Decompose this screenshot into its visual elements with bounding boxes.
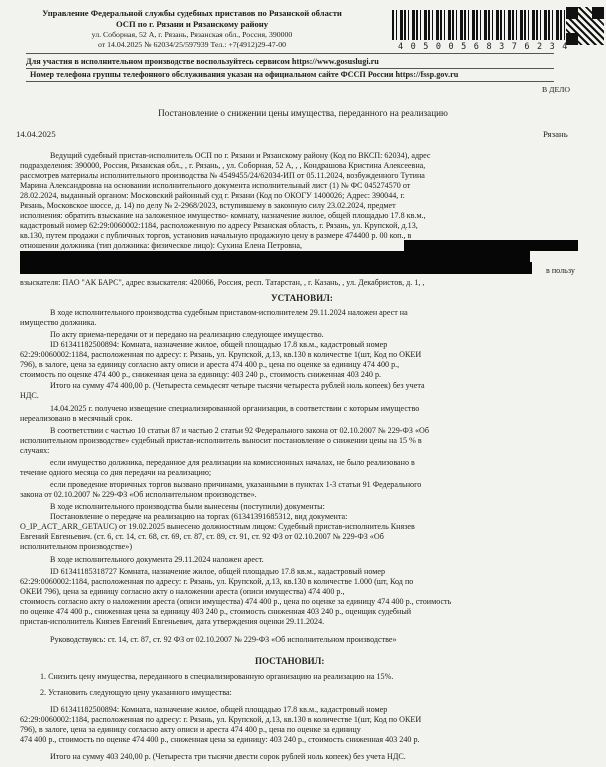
body-line: нереализовано в месячный срок.	[20, 414, 133, 423]
body-line: 796), в залоге, цена за единицу согласно акту описи и ареста 474 400 р., цена по оценке за единицу 474 400 р.,	[20, 360, 400, 369]
body-line: O_IP_ACT_ARR_GETAUC) от 19.02.2025 вынесено должностным лицом: Судебный пристав-исполнитель Князев	[20, 522, 415, 531]
body-line: 2. Установить следующую цену указанного имущества:	[40, 688, 232, 697]
file-mark: В ДЕЛО	[542, 85, 571, 94]
section-heading-resolved: ПОСТАНОВИЛ:	[255, 656, 325, 666]
qr-code-image	[566, 7, 604, 45]
agency-address: ул. Соборная, 52 А, г. Рязань, Рязанская обл., Россия, 390000	[91, 30, 293, 39]
body-line: кв.130, путем продажи с публичных торгов, установив начальную продажную цену в размере 474400 р. 00 коп., в	[20, 231, 412, 240]
body-line: 14.04.2025 г. получено извещение специализированной организации, в соответствии с которым имущество	[50, 404, 420, 413]
notice-divider	[26, 68, 554, 69]
notice-divider-bottom	[26, 81, 554, 82]
body-line: стоимость по оценке 474 400 р., сниженная цена за единицу: 403 240 р., стоимость сниженная 403 240 р.	[20, 370, 382, 379]
body-line: По акту приема-передачи от и передано на реализацию следующее имущество.	[50, 330, 324, 339]
body-line: взыскателя: ПАО "АК БАРС", адрес взыскателя: 420066, Россия, респ. Татарстан, , г. Казань, , ул. Декабристов, д. 1, ,	[20, 278, 425, 287]
document-date: 14.04.2025	[16, 129, 56, 139]
body-line: исполнения: обратить взыскание на заложенное имущество- комнату, назначение жилое, общей площадью 17.8 кв.м.,	[20, 211, 426, 220]
body-line: НДС.	[20, 391, 39, 400]
body-line: Руководствуясь: ст. 14, ст. 87, ст. 92 ФЗ от 02.10.2007 № 229-ФЗ «Об исполнительном производстве»	[50, 635, 397, 644]
body-line: пристав-исполнитель Князев Евгений Евгеньевич, дата утверждения оценки 29.11.2024.	[20, 617, 325, 626]
header-divider	[26, 53, 554, 54]
body-line: 1. Снизить цену имущества, переданного в специализированную организацию на реализацию на 15%.	[40, 672, 394, 681]
agency-name: Управление Федеральной службы судебных приставов по Рязанской области	[42, 8, 342, 18]
document-city: Рязань	[543, 129, 568, 139]
body-line: кадастровый номер 62:29:0060002:1184, расположенную по адресу Рязанская область, г. Рязань, ул. Крупской, д.13,	[20, 221, 418, 230]
body-line: 62:29:0060002:1184, расположенная по адресу: г. Рязань, ул. Крупской, д.13, кв.130 в количестве 1(шт, Код по ОКЕИ	[20, 350, 422, 359]
body-line: В ходе исполнительного производства судебным приставом-исполнителем 29.11.2024 наложен арест на	[50, 308, 408, 317]
body-line: случаях:	[20, 446, 50, 455]
body-line: В ходе исполнительного производства были вынесены (поступили) документы:	[50, 502, 325, 511]
agency-department: ОСП по г. Рязани и Рязанскому району	[115, 19, 269, 29]
body-line: рассмотрев материалы исполнительного производства № 4549455/24/62034-ИП от 05.11.2024, возбужденного Тутина	[20, 171, 425, 180]
body-line: 62:29:0060002:1184, расположенная по адресу: г. Рязань, ул. Крупской, д.13, кв.130 в количестве 1.000 (шт, Код по	[20, 577, 414, 586]
body-line: ID 61341182500894: Комната, назначение жилое, общей площадью 17.8 кв.м., кадастровый номер	[50, 705, 388, 714]
body-line: имущество должника.	[20, 318, 97, 327]
redaction-bar	[404, 240, 578, 251]
body-line: подразделения: 390000, Россия, Рязанская обл., , г. Рязань, , ул. Соборная, 52 А, , , Кондрашова Кристина Алексеевна,	[20, 161, 426, 170]
document-date-ref: от 14.04.2025 № 62034/25/597939 Тел.: +7(4912)29-47-00	[97, 40, 287, 49]
body-line: 28.02.2024, выданный органом: Московский районный суд г. Рязани (Код по ОКОГУ 1400026; Адрес: 390044, г.	[20, 191, 405, 200]
body-line: Рязань, Московское шоссе, д. 14) по делу № 2-2968/2023, вступившему в законную силу 23.02.2024, предмет	[20, 201, 396, 210]
body-line: 796), в залоге, цена за единицу согласно акту описи и ареста 474 400 р., цена по оценке за единицу	[20, 725, 361, 734]
phone-notice: Номер телефона группы телефонного обслуживания указан на официальном сайте ФССП России https://fssp.gov.ru	[30, 70, 459, 79]
barcode-image	[392, 10, 570, 40]
body-line: Итого на сумму 474 400,00 р. (Четыреста семьдесят четыре тысячи четыреста рублей ноль копеек) без учета	[50, 381, 425, 390]
body-line: отношении должника (тип должника: физическое лицо): Сухина Елена Петровна,	[20, 241, 303, 250]
body-line: закона от 02.10.2007 № 229-ФЗ «Об исполнительном производстве».	[20, 490, 257, 499]
body-line: исполнительном производстве» судебный пристав-исполнитель выносит постановление о снижении цены на 15 % в	[20, 436, 422, 445]
body-line: Постановление о передаче на реализацию на торгах (61341391685312, вид документа:	[50, 512, 348, 521]
body-line: если проведение вторичных торгов вызвано причинами, указанными в пунктах 1-3 статьи 91 Федерального	[50, 480, 422, 489]
body-line: Марина Александровна на основании исполнительного документа исполнительный лист (1) № ФС 045274570 от	[20, 181, 411, 190]
body-line: течение одного месяца со дня передачи на реализацию;	[20, 468, 212, 477]
body-line: 474 400 р., стоимость по оценке 474 400 р., сниженная цена за единицу: 403 240 р., стоимость сниженная 403 240 р.	[20, 735, 420, 744]
body-line: в пользу	[546, 266, 575, 275]
document-title: Постановление о снижении цены имущества, переданного на реализацию	[158, 108, 448, 118]
body-line: В соответствии с частью 10 статьи 87 и частью 2 статьи 92 Федерального закона от 02.10.2007 № 229-ФЗ «Об	[50, 426, 429, 435]
barcode-number: 4 0 5 0 0 5 6 8 3 7 6 2 3 4	[398, 42, 569, 52]
body-line: Ведущий судебный пристав-исполнитель ОСП по г. Рязани и Рязанскому району (Код по ВКСП: 62034), адрес	[50, 151, 431, 160]
redaction-bar	[20, 251, 530, 262]
gosuslugi-notice: Для участия в исполнительном производстве воспользуйтесь сервисом https://www.gosuslugi.ru	[26, 57, 379, 66]
body-line: по оценке 474 400 р., сниженная цена за единицу 403 240 р., стоимость сниженная 403 240 р., оценщик судебный	[20, 607, 412, 616]
section-heading-established: УСТАНОВИЛ:	[271, 293, 333, 303]
body-line: если имущество должника, переданное для реализации на комиссионных началах, не было реализовано в	[50, 458, 415, 467]
body-line: ОКЕИ 796), цена за единицу согласно акту о наложении ареста (описи имущества) 474 400 р.,	[20, 587, 345, 596]
body-line: В ходе исполнительного документа 29.11.2024 наложен арест.	[50, 555, 264, 564]
redaction-bar	[20, 262, 532, 274]
body-line: 62:29:0060002:1184, расположенная по адресу: г. Рязань, ул. Крупской, д.13, кв.130 в количестве 1(шт, Код по ОКЕИ	[20, 715, 422, 724]
body-line: Евгений Евгеньевич. (ст. 6, ст. 14, ст. 68, ст. 69, ст. 87, ст. 89, ст. 91, ст. 92 ФЗ от 02.10.2007 № 229-ФЗ «Об	[20, 532, 384, 541]
body-line: Итого на сумму 403 240,00 р. (Четыреста три тысячи двести сорок рублей ноль копеек) без учета НДС.	[50, 752, 406, 761]
body-line: стоимость согласно акту о наложении ареста (описи имущества) 474 400 р., цена по оценке за единицу 474 400 р., стоимость	[20, 597, 452, 606]
body-line: ID 61341182500894: Комната, назначение жилое, общей площадью 17.8 кв.м., кадастровый номер	[50, 340, 388, 349]
body-line: ID 61341185318727 Комната, назначение жилое, общей площадью 17.8 кв.м., кадастровый номер	[50, 567, 386, 576]
body-line: исполнительном производстве»)	[20, 542, 133, 551]
